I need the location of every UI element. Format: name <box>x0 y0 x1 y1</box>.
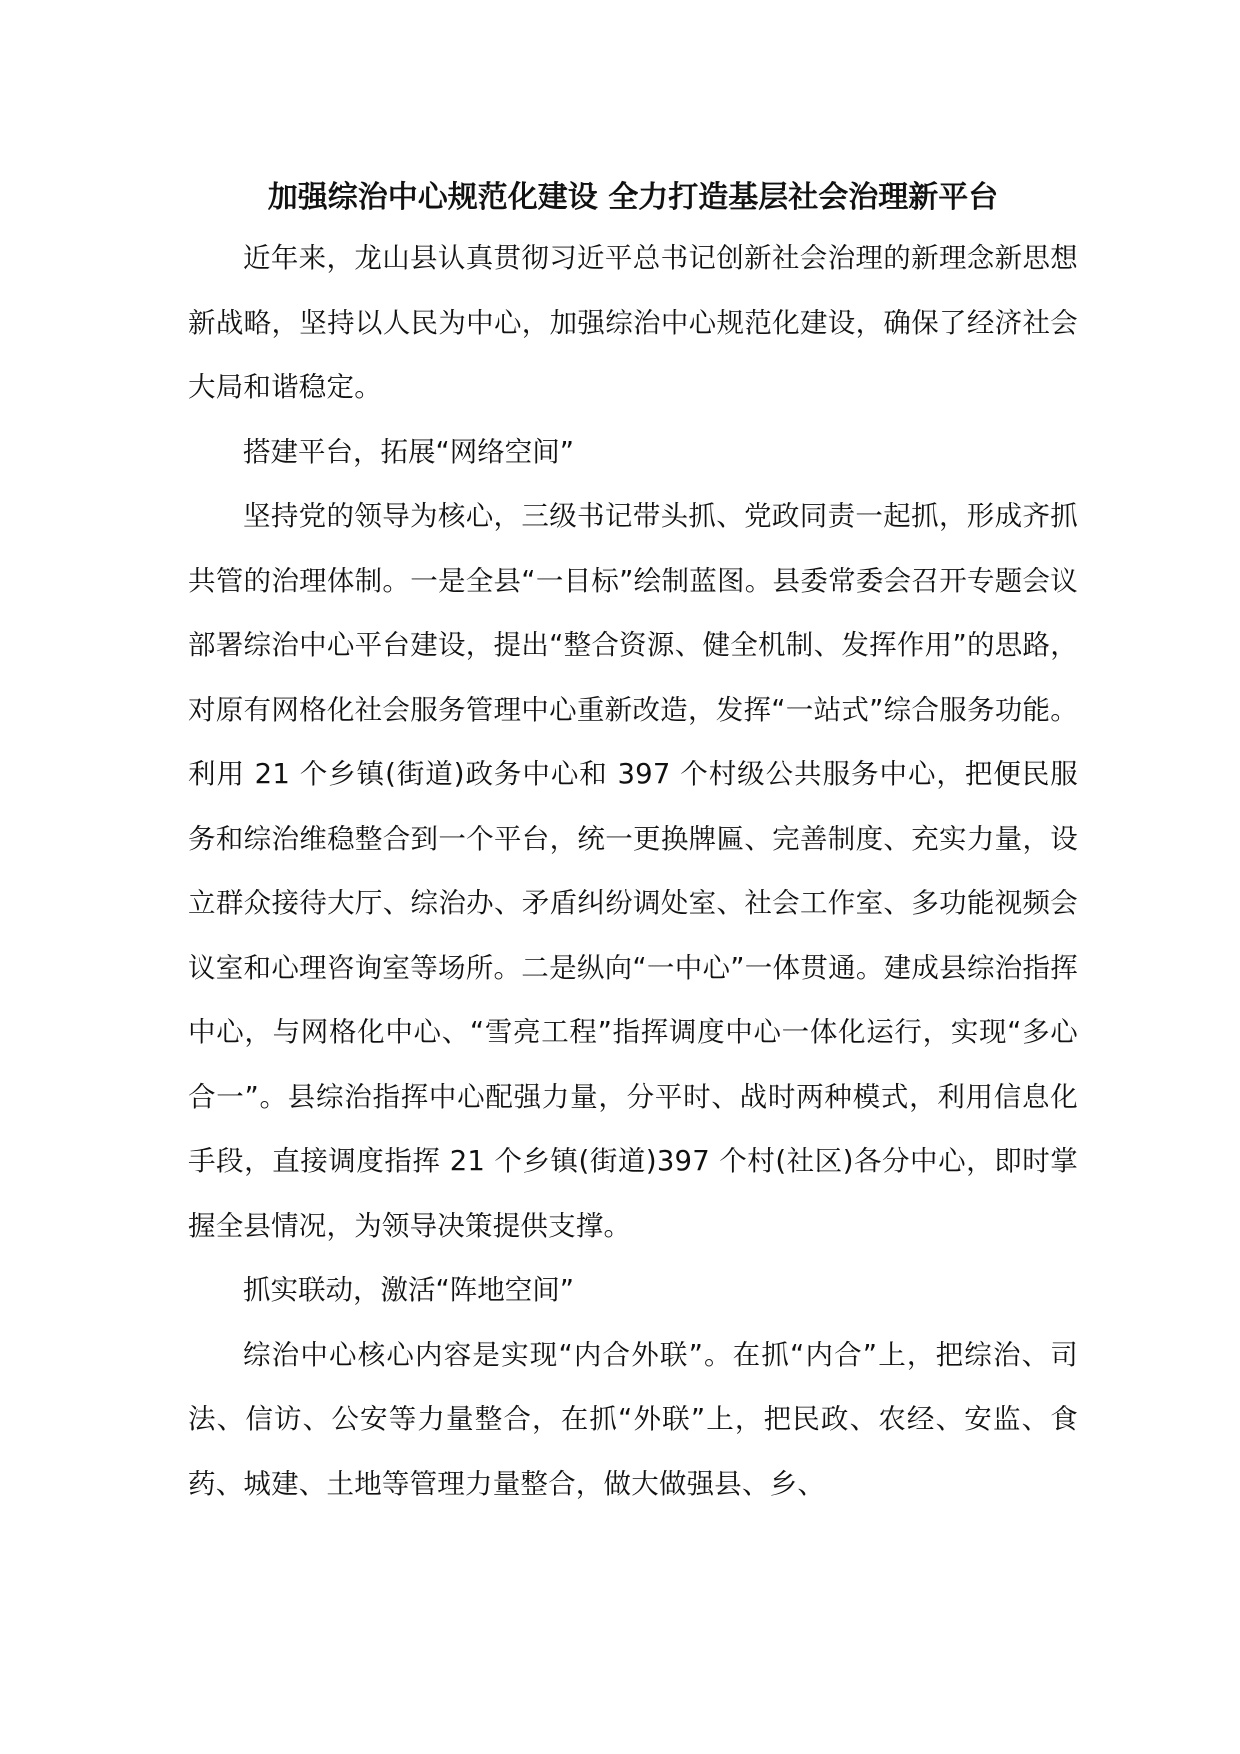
document-body <box>188 170 1078 1516</box>
section-heading-platform: 搭建平台，拓展“网络空间” <box>243 435 574 468</box>
body-paragraph-platform: 坚持党的领导为核心，三级书记带头抓、党政同责一起抓，形成齐抓共管的治理体制。一是全县“一目标”绘制蓝图。县委常委会召开专题会议部署综治中心平台建设，提出“整合资源、健全机制、发挥作用”的思路，对原有网格化社会服务管理中心重新改造，发挥“一站式”综合服务功能。利用 21 个乡镇(街道)政务中心和 397 个村级公共服务中心，把便民服务和综治维稳整合到一个平台，统一更换牌匾、完善制度、充实力量，设立群众接待大厅、综治办、矛盾纠纷调处室、社会工作室、多功能视频会议室和心理咨询室等场所。二是纵向“一中心”一体贯通。建成县综治指挥中心，与网格化中心、“雪亮工程”指挥调度中心一体化运行，实现“多心合一”。县综治指挥中心配强力量，分平时、战时两种模式，利用信息化手段，直接调度指挥 21 个乡镇(街道)397 个村(社区)各分中心，即时掌握全县情况，为领导决策提供支撑。 <box>188 500 1078 1242</box>
section-heading-linkage: 抓实联动，激活“阵地空间” <box>243 1274 574 1306</box>
document-title: 加强综治中心规范化建设 全力打造基层社会治理新平台 <box>267 180 999 215</box>
intro-paragraph: 近年来，龙山县认真贯彻习近平总书记创新社会治理的新理念新思想新战略，坚持以人民为中心，加强综治中心规范化建设，确保了经济社会大局和谐稳定。 <box>188 242 1078 403</box>
body-paragraph-linkage: 综治中心核心内容是实现“内合外联”。在抓“内合”上，把综治、司法、信访、公安等力量整合，在抓“外联”上，把民政、农经、安监、食药、城建、土地等管理力量整合，做大做强县、乡、 <box>188 1338 1078 1500</box>
